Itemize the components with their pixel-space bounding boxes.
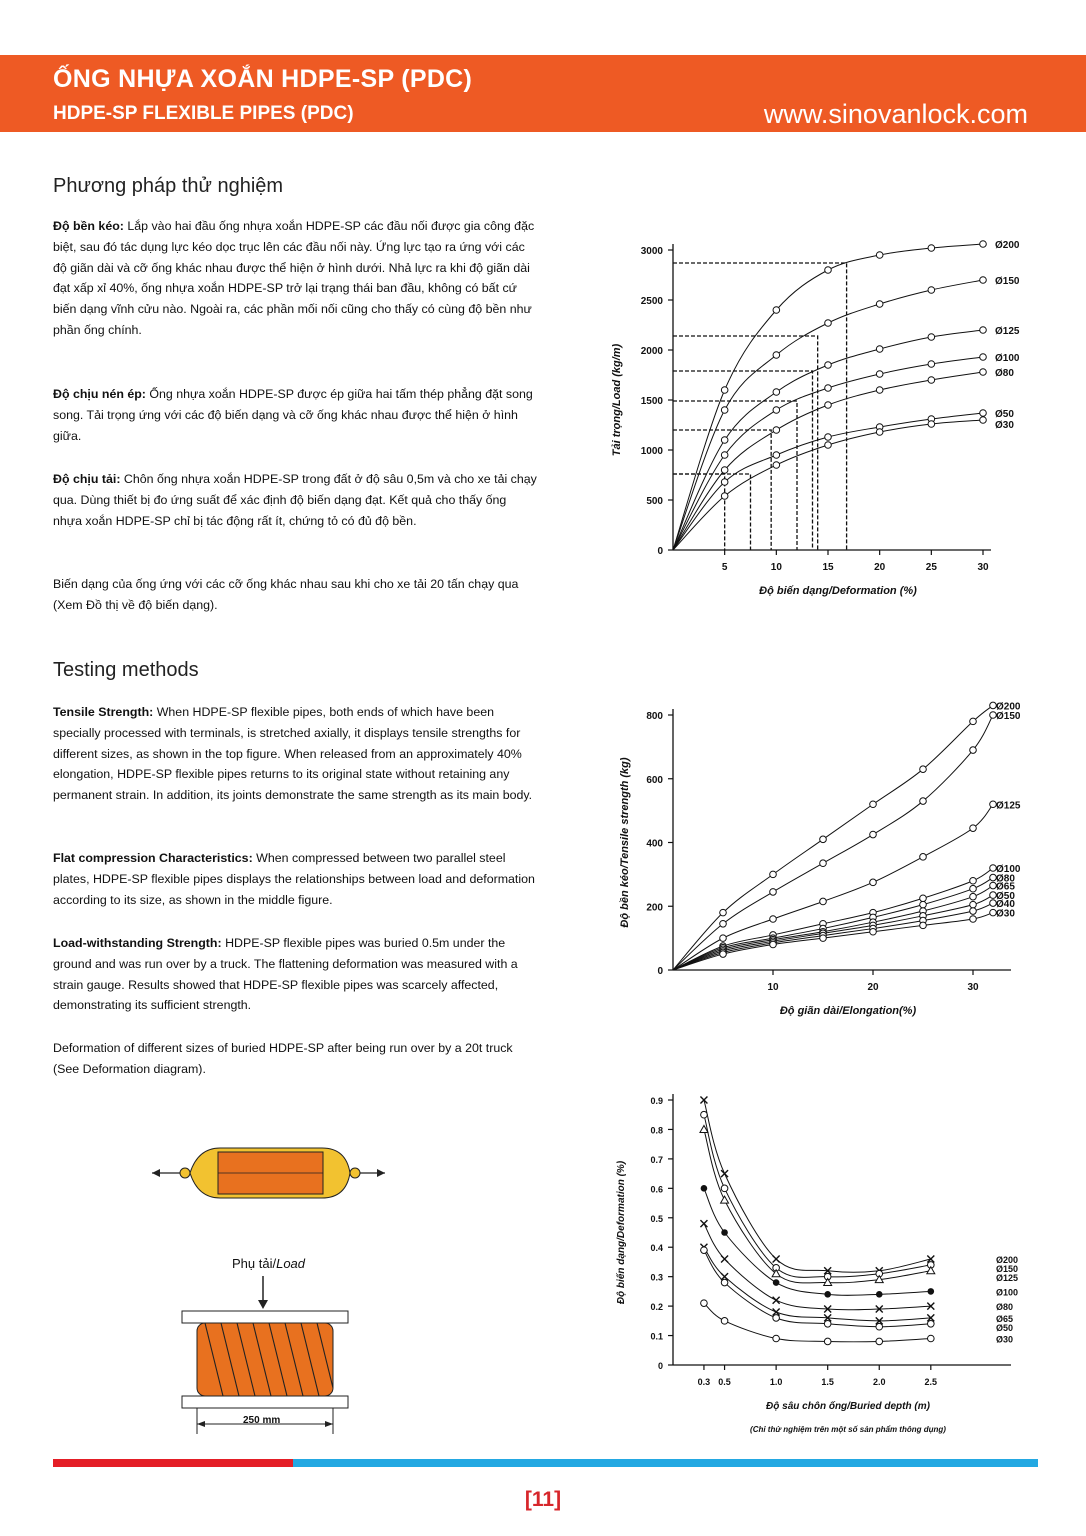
- y-tick-label: 3000: [640, 246, 663, 257]
- x-tick-label: 30: [977, 562, 989, 573]
- reference-line: [673, 401, 797, 550]
- data-point: [721, 1196, 729, 1203]
- data-point: [721, 407, 728, 414]
- data-point: [701, 1300, 708, 1307]
- data-point: [928, 334, 935, 341]
- data-point: [876, 387, 883, 394]
- series-line: [704, 1224, 931, 1310]
- series-label: Ø200: [996, 701, 1021, 713]
- series-label: Ø80: [995, 368, 1014, 379]
- x-tick-label: 15: [822, 562, 834, 573]
- data-point: [876, 252, 883, 259]
- x-tick-label: 20: [874, 562, 886, 573]
- data-point: [980, 417, 987, 424]
- footer-bar-blue: [293, 1459, 1038, 1467]
- series-label: Ø150: [995, 276, 1020, 287]
- x-tick-label: 2.0: [872, 1377, 886, 1387]
- data-point: [825, 434, 832, 441]
- data-point: [870, 801, 877, 808]
- y-tick-label: 200: [646, 902, 663, 914]
- data-point: [920, 922, 927, 929]
- x-axis-title: Độ biến dạng/Deformation (%): [759, 585, 917, 597]
- data-point: [721, 1185, 728, 1192]
- series-label: Ø125: [995, 326, 1020, 337]
- data-point: [820, 898, 827, 905]
- series-label: Ø100: [996, 1287, 1019, 1298]
- data-point: [773, 452, 780, 459]
- data-point: [870, 831, 877, 838]
- data-point: [721, 1229, 728, 1236]
- data-point: [773, 1256, 780, 1263]
- series-line: [704, 1100, 931, 1272]
- data-point: [720, 920, 727, 927]
- series-line: [704, 1129, 931, 1283]
- load-label: [232, 1256, 305, 1271]
- data-point: [870, 879, 877, 886]
- data-point: [721, 479, 728, 486]
- series-line: [673, 895, 993, 970]
- x-tick-label: 1.5: [821, 1377, 834, 1387]
- series-label: Ø50: [996, 891, 1015, 903]
- data-point: [773, 1315, 780, 1322]
- data-point: [920, 766, 927, 773]
- data-point: [721, 1170, 728, 1177]
- x-axis-title: Độ giãn dài/Elongation(%): [779, 1005, 917, 1017]
- label-en-compression: Flat compression Characteristics:: [53, 851, 253, 865]
- y-tick-label: 0: [657, 1361, 663, 1371]
- y-tick-label: 600: [646, 774, 663, 786]
- data-point: [770, 889, 777, 896]
- data-point: [773, 1279, 780, 1286]
- series-label: Ø80: [996, 1302, 1014, 1313]
- heading-en: Testing methods: [53, 659, 199, 681]
- data-point: [876, 301, 883, 308]
- x-tick-label: 0.5: [718, 1377, 731, 1387]
- series-label: Ø50: [996, 1322, 1014, 1333]
- header-banner: [0, 55, 1086, 132]
- y-axis-title: Độ biến dạng/Deformation (%): [616, 1160, 627, 1305]
- reference-line: [673, 430, 771, 550]
- label-en-tensile: Tensile Strength:: [53, 705, 154, 719]
- y-tick-label: 0.2: [650, 1302, 663, 1313]
- series-line: [704, 1303, 931, 1342]
- reference-line: [673, 336, 818, 550]
- load-deformation-chart: [600, 230, 1040, 610]
- y-tick-label: 0.7: [650, 1154, 663, 1165]
- x-tick-label: 2.5: [924, 1377, 938, 1387]
- x-tick-label: 25: [925, 562, 937, 573]
- data-point: [920, 901, 927, 908]
- chart-note: (Chỉ thử nghiệm trên một số sản phẩm thông dụng): [750, 1425, 946, 1434]
- data-point: [980, 327, 987, 334]
- y-tick-label: 0.8: [650, 1125, 663, 1136]
- page-number: [11]: [524, 1488, 562, 1511]
- y-tick-label: 400: [646, 838, 663, 850]
- data-point: [824, 1291, 831, 1298]
- series-label: Ø150: [996, 1264, 1019, 1274]
- data-point: [970, 718, 977, 725]
- data-point: [876, 429, 883, 436]
- x-tick-label: 5: [721, 562, 728, 573]
- data-point: [770, 871, 777, 878]
- label-vi-load: Độ chịu tải:: [53, 472, 121, 486]
- data-point: [928, 421, 935, 428]
- data-point: [773, 352, 780, 359]
- x-tick-label: 10: [767, 982, 779, 993]
- label-en-load: Load-withstanding Strength:: [53, 936, 222, 950]
- x-tick-label: 30: [967, 982, 979, 993]
- data-point: [770, 941, 777, 948]
- load-label-vi: Phụ tải/: [232, 1256, 277, 1271]
- series-label: Ø200: [995, 240, 1020, 251]
- data-point: [928, 1288, 935, 1295]
- data-point: [701, 1111, 708, 1118]
- page-title-en: HDPE-SP FLEXIBLE PIPES (PDC): [53, 103, 354, 124]
- y-axis-title: Tải trọng/Load (kg/m): [611, 343, 623, 457]
- data-point: [773, 1297, 780, 1304]
- data-point: [876, 1338, 883, 1345]
- data-point: [970, 908, 977, 915]
- series-label: Ø65: [996, 1313, 1014, 1324]
- series-line: [673, 244, 983, 550]
- y-tick-label: 0.3: [650, 1272, 663, 1283]
- data-point: [700, 1097, 707, 1104]
- tensile-strength-chart: [600, 690, 1040, 1020]
- y-tick-label: 0.1: [650, 1331, 663, 1342]
- series-label: Ø50: [995, 409, 1014, 420]
- y-tick-label: 2500: [640, 296, 663, 307]
- reference-line: [673, 371, 813, 550]
- series-label: Ø30: [995, 420, 1014, 431]
- data-point: [980, 241, 987, 248]
- data-point: [920, 854, 927, 861]
- data-point: [825, 320, 832, 327]
- data-point: [928, 1335, 935, 1342]
- y-tick-label: 0: [657, 546, 663, 557]
- y-tick-label: 2000: [640, 346, 663, 357]
- data-point: [701, 1247, 708, 1254]
- data-point: [928, 361, 935, 368]
- data-point: [928, 287, 935, 294]
- x-tick-label: 20: [867, 982, 879, 993]
- data-point: [870, 928, 877, 935]
- text-vi-compression: Ống nhựa xoắn HDPE-SP được ép giữa hai tấm thép phẳng đặt song song. Tải trọng ứng với các độ biến dạng và cỡ ống khác nhau được thể hiện ở hình giữa.: [53, 387, 533, 443]
- data-point: [970, 825, 977, 832]
- data-point: [970, 747, 977, 754]
- data-point: [970, 885, 977, 892]
- data-point: [700, 1220, 707, 1227]
- data-point: [825, 362, 832, 369]
- y-axis-title: Độ bền kéo/Tensile strength (kg): [619, 757, 631, 928]
- series-line: [673, 372, 983, 550]
- data-point: [825, 402, 832, 409]
- series-label: Ø150: [996, 711, 1021, 722]
- text-en-compression: When compressed between two parallel steel plates, HDPE-SP flexible pipes displays the relationships between load and deformation according to its size, as shown in the middle figure.: [53, 851, 535, 907]
- dimension-label: 250 mm: [243, 1415, 281, 1426]
- data-point: [970, 901, 977, 908]
- data-point: [928, 1320, 935, 1327]
- data-point: [721, 452, 728, 459]
- text-en-load: HDPE-SP flexible pipes was buried 0.5m under the ground and was run over by a truck. The flattening deformation was measured with a strain gauge. Results showed that HDPE-SP flexible pipes was scarcely affected, demonstrating its sufficient strength.: [53, 936, 518, 1013]
- paragraph-vi-compression: [53, 384, 538, 446]
- buried-depth-chart: [600, 1080, 1040, 1445]
- y-tick-label: 800: [646, 711, 663, 722]
- data-point: [773, 427, 780, 434]
- y-tick-label: 1500: [640, 396, 663, 407]
- series-line: [704, 1188, 931, 1295]
- y-tick-label: 0: [657, 966, 663, 977]
- y-tick-label: 0.4: [650, 1243, 663, 1254]
- text-vi-load: Chôn ống nhựa xoắn HDPE-SP trong đất ở độ sâu 0,5m và cho xe tải chạy qua. Dùng thiết bị đo ứng suất để xác định độ biến dạng đạt. Kết quả cho thấy ống nhựa xoắn HDPE-SP chỉ bị tác động rất ít, chứng tỏ có đủ độ bền.: [53, 472, 537, 528]
- series-label: Ø125: [996, 1273, 1019, 1283]
- data-point: [720, 935, 727, 942]
- data-point: [721, 1318, 728, 1325]
- data-point: [773, 462, 780, 469]
- series-label: Ø30: [996, 1334, 1014, 1345]
- data-point: [820, 935, 827, 942]
- data-point: [721, 1279, 728, 1286]
- data-point: [980, 369, 987, 376]
- label-vi-compression: Độ chịu nén ép:: [53, 387, 146, 401]
- paragraph-en-tensile: [53, 702, 538, 806]
- data-point: [701, 1185, 708, 1192]
- series-label: Ø40: [996, 899, 1015, 911]
- paragraph-en-deformation: Deformation of different sizes of buried HDPE-SP after being run over by a 20t truck (See Deformation diagram).: [53, 1041, 513, 1076]
- data-point: [721, 493, 728, 500]
- data-point: [927, 1267, 935, 1274]
- series-label: Ø200: [996, 1255, 1019, 1265]
- y-tick-label: 0.6: [650, 1184, 663, 1195]
- label-vi-tensile: Độ bền kéo:: [53, 219, 124, 233]
- data-point: [920, 895, 927, 902]
- tensile-test-illustration: [150, 1140, 390, 1210]
- data-point: [970, 877, 977, 884]
- data-point: [773, 307, 780, 314]
- paragraph-en-load: [53, 933, 538, 1016]
- series-label: Ø125: [996, 800, 1021, 812]
- series-label: Ø100: [996, 864, 1021, 875]
- series-label: Ø30: [996, 908, 1015, 920]
- paragraph-vi-load: [53, 469, 538, 531]
- y-tick-label: 0.9: [650, 1096, 663, 1106]
- y-tick-label: 0.5: [650, 1213, 663, 1224]
- data-point: [773, 1335, 780, 1342]
- data-point: [720, 951, 727, 958]
- data-point: [970, 893, 977, 900]
- y-tick-label: 500: [646, 496, 663, 507]
- website-link[interactable]: www.sinovanlock.com: [763, 99, 1028, 129]
- data-point: [970, 916, 977, 923]
- series-line: [704, 1115, 931, 1278]
- data-point: [770, 916, 777, 923]
- data-point: [876, 1323, 883, 1330]
- x-tick-label: 10: [770, 562, 782, 573]
- load-label-en: Load: [276, 1256, 306, 1271]
- series-line: [704, 1247, 931, 1321]
- data-point: [773, 389, 780, 396]
- data-point: [980, 410, 987, 417]
- data-point: [824, 1320, 831, 1327]
- series-label: Ø100: [995, 353, 1020, 364]
- data-point: [721, 437, 728, 444]
- data-point: [876, 346, 883, 353]
- text-vi-tensile: Lắp vào hai đầu ống nhựa xoắn HDPE-SP các đầu nối được gia công đặc biệt, sau đó tác dụng lực kéo dọc trục lên các đầu nối này. Ứng lực tạo ra ứng với các độ giãn dài và cỡ ống khác nhau được thể hiện ở hình dưới. Nhả lực ra khi độ giãn dài đạt xấp xỉ 40%, ống nhựa xoắn HDPE-SP trở lại trạng thái ban đầu, không có bất cứ biến dạng vĩnh cửu nào. Ngoài ra, các phần mối nối cũng cho thấy có cùng độ bền như phần ống chính.: [53, 219, 535, 337]
- data-point: [824, 1338, 831, 1345]
- data-point: [825, 385, 832, 392]
- data-point: [721, 387, 728, 394]
- series-label: Ø65: [996, 881, 1015, 893]
- footer-bar-red: [53, 1459, 293, 1467]
- text-en-tensile: When HDPE-SP flexible pipes, both ends of which have been specially processed with terminals, is stretched axially, it displays tensile strengths for different sizes, as shown in the top figure. When released from an approximately 40% elongation, HDPE-SP flexible pipes returns to its original state without retaining any permanent strain. In addition, its joints demonstrate the same strength as its main body.: [53, 705, 533, 803]
- series-label: Ø80: [996, 873, 1015, 885]
- data-point: [825, 267, 832, 274]
- x-axis-title: Độ sâu chôn ống/Buried depth (m): [766, 1401, 930, 1412]
- data-point: [825, 442, 832, 449]
- data-point: [721, 1256, 728, 1263]
- data-point: [720, 909, 727, 916]
- data-point: [876, 371, 883, 378]
- data-point: [876, 1291, 883, 1298]
- page-title-vi: ỐNG NHỰA XOẮN HDPE-SP (PDC): [53, 65, 473, 93]
- data-point: [928, 245, 935, 252]
- heading-vi: Phương pháp thử nghiệm: [53, 175, 284, 197]
- data-point: [980, 277, 987, 284]
- data-point: [928, 377, 935, 384]
- paragraph-vi-tensile: [53, 216, 538, 341]
- data-point: [773, 407, 780, 414]
- paragraph-en-compression: [53, 848, 538, 910]
- data-point: [920, 798, 927, 805]
- data-point: [980, 354, 987, 361]
- data-point: [820, 836, 827, 843]
- x-tick-label: 1.0: [769, 1377, 783, 1387]
- x-tick-label: 0.3: [697, 1377, 711, 1387]
- data-point: [721, 467, 728, 474]
- paragraph-vi-deformation: Biến dạng của ống ứng với các cỡ ống khác nhau sau khi cho xe tải 20 tấn chạy qua (Xem Đồ thị về độ biến dạng).: [53, 577, 519, 612]
- data-point: [820, 860, 827, 867]
- y-tick-label: 1000: [640, 446, 663, 457]
